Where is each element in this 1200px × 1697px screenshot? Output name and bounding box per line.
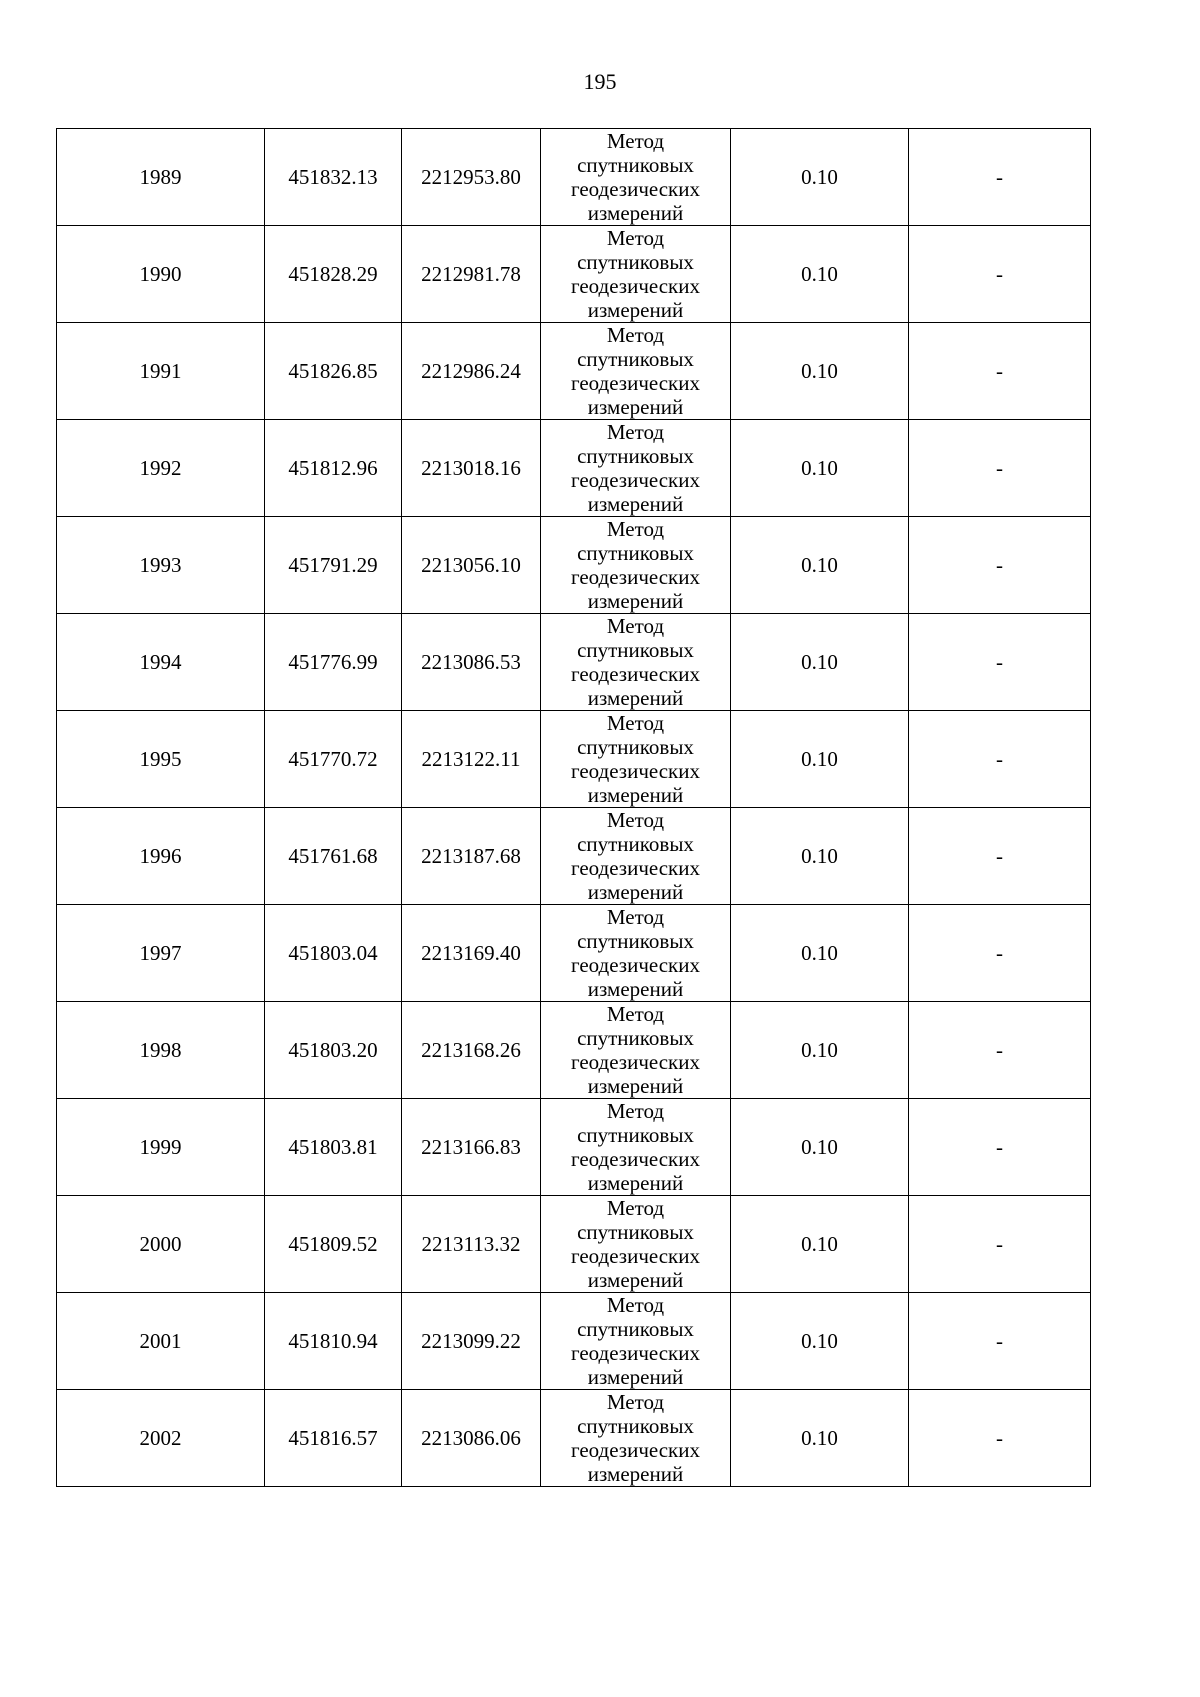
method-line: геодезических [570,759,700,783]
method-line: геодезических [570,177,700,201]
method-line: геодезических [570,662,700,686]
x-coordinate-cell: 451803.20 [265,1002,402,1099]
method-line: геодезических [570,1050,700,1074]
table-row [57,129,1091,226]
method-line: измерений [587,395,684,419]
method-line: Метод [606,1390,665,1414]
method-cell [541,808,731,905]
method-line: Метод [606,711,665,735]
method-line: геодезических [570,468,700,492]
method-line: геодезических [570,1438,700,1462]
method-line: спутниковых [577,444,694,468]
x-coordinate-cell: 451761.68 [265,808,402,905]
accuracy-cell: 0.10 [731,129,909,226]
method-line: геодезических [570,1147,700,1171]
method-cell [541,1002,731,1099]
method-cell [541,420,731,517]
y-coordinate-cell: 2213166.83 [402,1099,541,1196]
accuracy-cell: 0.10 [731,323,909,420]
x-coordinate-cell: 451810.94 [265,1293,402,1390]
note-cell: - [909,808,1091,905]
method-line: измерений [587,783,684,807]
x-coordinate-cell: 451791.29 [265,517,402,614]
note-cell: - [909,614,1091,711]
method-line: Метод [606,323,665,347]
table-row [57,1293,1091,1390]
accuracy-cell: 0.10 [731,711,909,808]
x-coordinate-cell: 451828.29 [265,226,402,323]
method-line: геодезических [570,1341,700,1365]
table-row [57,711,1091,808]
point-id-cell: 1996 [57,808,265,905]
accuracy-cell: 0.10 [731,1099,909,1196]
method-line: геодезических [570,953,700,977]
point-id-cell: 1992 [57,420,265,517]
point-id-cell: 1995 [57,711,265,808]
method-line: измерений [587,589,684,613]
method-cell [541,711,731,808]
method-cell [541,226,731,323]
note-cell: - [909,1099,1091,1196]
point-id-cell: 2001 [57,1293,265,1390]
accuracy-cell: 0.10 [731,420,909,517]
method-line: измерений [587,977,684,1001]
note-cell: - [909,1196,1091,1293]
method-line: спутниковых [577,1123,694,1147]
table-row [57,1390,1091,1487]
method-line: геодезических [570,371,700,395]
y-coordinate-cell: 2213086.53 [402,614,541,711]
table-row [57,808,1091,905]
table-row [57,614,1091,711]
note-cell: - [909,129,1091,226]
accuracy-cell: 0.10 [731,1293,909,1390]
method-line: спутниковых [577,832,694,856]
method-line: спутниковых [577,1220,694,1244]
method-line: Метод [606,614,665,638]
coordinates-table [56,128,1091,1487]
page-number: 195 [583,69,617,94]
accuracy-cell: 0.10 [731,614,909,711]
x-coordinate-cell: 451812.96 [265,420,402,517]
x-coordinate-cell: 451826.85 [265,323,402,420]
accuracy-cell: 0.10 [731,226,909,323]
x-coordinate-cell: 451770.72 [265,711,402,808]
method-line: Метод [606,1099,665,1123]
method-line: спутниковых [577,735,694,759]
method-line: Метод [606,1196,665,1220]
method-line: геодезических [570,856,700,880]
table-row [57,420,1091,517]
method-cell [541,1099,731,1196]
method-line: спутниковых [577,638,694,662]
point-id-cell: 1998 [57,1002,265,1099]
note-cell: - [909,226,1091,323]
accuracy-cell: 0.10 [731,517,909,614]
y-coordinate-cell: 2213086.06 [402,1390,541,1487]
y-coordinate-cell: 2213168.26 [402,1002,541,1099]
point-id-cell: 1989 [57,129,265,226]
accuracy-cell: 0.10 [731,1002,909,1099]
method-line: измерений [587,201,684,225]
accuracy-cell: 0.10 [731,1196,909,1293]
method-line: Метод [606,517,665,541]
point-id-cell: 1994 [57,614,265,711]
table-row [57,323,1091,420]
method-line: Метод [606,129,665,153]
method-line: спутниковых [577,929,694,953]
method-line: измерений [587,1365,684,1389]
y-coordinate-cell: 2213187.68 [402,808,541,905]
method-line: измерений [587,492,684,516]
note-cell: - [909,1293,1091,1390]
point-id-cell: 1999 [57,1099,265,1196]
method-line: измерений [587,298,684,322]
x-coordinate-cell: 451816.57 [265,1390,402,1487]
method-line: измерений [587,686,684,710]
method-line: измерений [587,1462,684,1486]
y-coordinate-cell: 2212986.24 [402,323,541,420]
x-coordinate-cell: 451809.52 [265,1196,402,1293]
note-cell: - [909,1390,1091,1487]
method-line: Метод [606,1293,665,1317]
x-coordinate-cell: 451776.99 [265,614,402,711]
y-coordinate-cell: 2212981.78 [402,226,541,323]
y-coordinate-cell: 2213018.16 [402,420,541,517]
point-id-cell: 1990 [57,226,265,323]
method-line: спутниковых [577,541,694,565]
method-line: геодезических [570,274,700,298]
y-coordinate-cell: 2213113.32 [402,1196,541,1293]
method-line: геодезических [570,565,700,589]
accuracy-cell: 0.10 [731,905,909,1002]
note-cell: - [909,420,1091,517]
method-line: спутниковых [577,1317,694,1341]
note-cell: - [909,905,1091,1002]
x-coordinate-cell: 451832.13 [265,129,402,226]
table-row [57,226,1091,323]
method-line: Метод [606,808,665,832]
y-coordinate-cell: 2212953.80 [402,129,541,226]
method-cell [541,129,731,226]
table-row [57,905,1091,1002]
y-coordinate-cell: 2213169.40 [402,905,541,1002]
method-cell [541,323,731,420]
method-line: геодезических [570,1244,700,1268]
table-row [57,1002,1091,1099]
point-id-cell: 2000 [57,1196,265,1293]
table-row [57,1099,1091,1196]
point-id-cell: 1991 [57,323,265,420]
method-line: спутниковых [577,347,694,371]
method-line: спутниковых [577,153,694,177]
point-id-cell: 1993 [57,517,265,614]
x-coordinate-cell: 451803.81 [265,1099,402,1196]
method-cell [541,517,731,614]
point-id-cell: 2002 [57,1390,265,1487]
note-cell: - [909,1002,1091,1099]
method-line: измерений [587,1171,684,1195]
method-cell [541,1196,731,1293]
y-coordinate-cell: 2213056.10 [402,517,541,614]
method-line: Метод [606,905,665,929]
method-line: Метод [606,420,665,444]
method-cell [541,1390,731,1487]
method-line: спутниковых [577,1414,694,1438]
accuracy-cell: 0.10 [731,808,909,905]
method-line: измерений [587,1074,684,1098]
x-coordinate-cell: 451803.04 [265,905,402,1002]
note-cell: - [909,711,1091,808]
y-coordinate-cell: 2213099.22 [402,1293,541,1390]
method-line: спутниковых [577,1026,694,1050]
point-id-cell: 1997 [57,905,265,1002]
accuracy-cell: 0.10 [731,1390,909,1487]
method-line: измерений [587,1268,684,1292]
method-line: измерений [587,880,684,904]
method-line: Метод [606,1002,665,1026]
table-row [57,517,1091,614]
method-cell [541,614,731,711]
note-cell: - [909,517,1091,614]
table-row [57,1196,1091,1293]
method-cell [541,905,731,1002]
note-cell: - [909,323,1091,420]
method-line: Метод [606,226,665,250]
y-coordinate-cell: 2213122.11 [402,711,541,808]
method-line: спутниковых [577,250,694,274]
coordinates-table-body [57,129,1091,1487]
method-cell [541,1293,731,1390]
